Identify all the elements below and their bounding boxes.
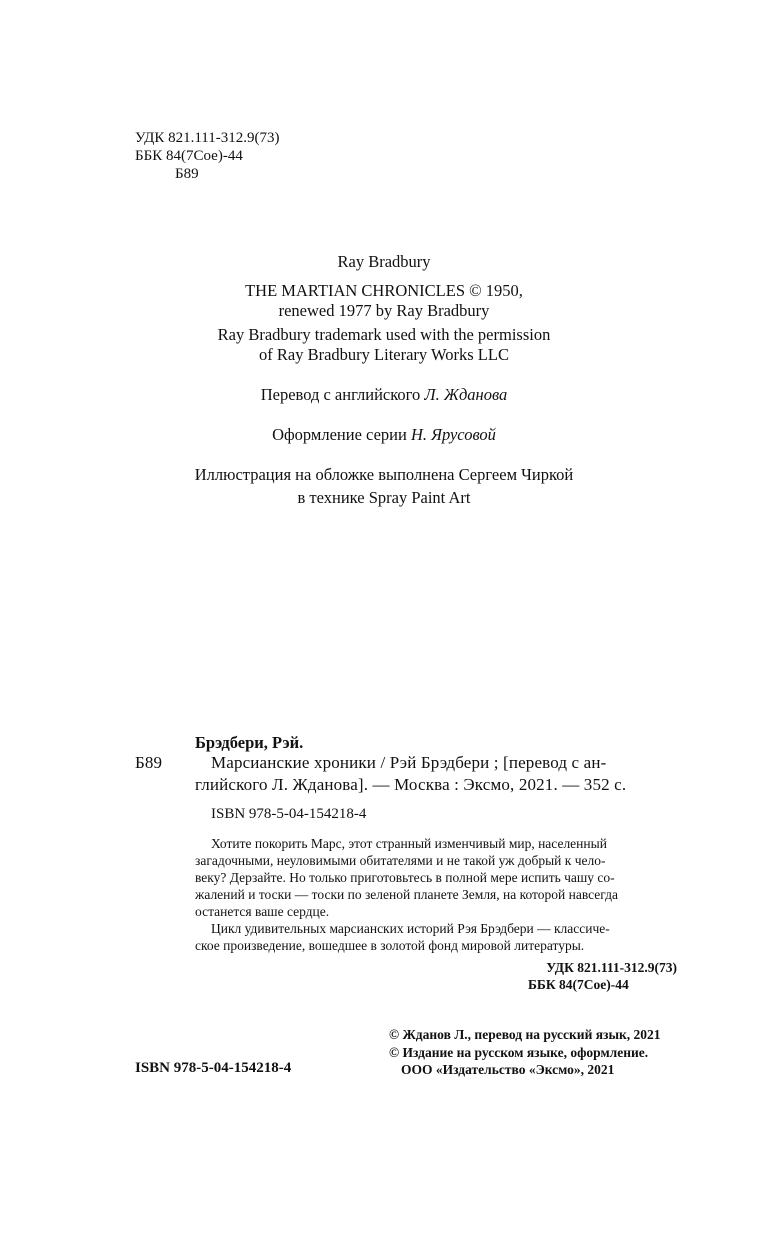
design-credit <box>0 425 768 445</box>
copyright-translation: © Жданов Л., перевод на русский язык, 2021 <box>389 1027 661 1042</box>
udk-top: УДК 821.111-312.9(73) <box>135 130 280 146</box>
annotation-line: Хотите покорить Марс, этот странный изменчивый мир, населенный <box>211 836 607 851</box>
catalog-author-heading: Брэдбери, Рэй. <box>195 733 304 752</box>
translator-name: Л. Жданова <box>424 385 508 404</box>
trademark-line1: Ray Bradbury trademark used with the permission <box>217 325 551 344</box>
original-title-line2: renewed 1977 by Ray Bradbury <box>278 301 490 320</box>
copyright-publisher: ООО «Издательство «Эксмо», 2021 <box>401 1062 615 1077</box>
illustration-line1: Иллюстрация на обложке выполнена Сергеем Чиркой <box>194 465 574 484</box>
bbk-top: ББК 84(7Сое)-44 <box>135 148 243 164</box>
original-title-line1: THE MARTIAN CHRONICLES © 1950, <box>245 281 523 300</box>
annotation-line: Цикл удивительных марсианских историй Рэя Брэдбери — классиче- <box>211 921 610 936</box>
footer-isbn: ISBN 978-5-04-154218-4 <box>135 1060 292 1076</box>
annotation-line: загадочными, неуловимыми обитателями и не такой уж добрый к чело- <box>195 853 606 868</box>
catalog-udk: УДК 821.111-312.9(73) <box>546 960 677 975</box>
annotation-line: жалений и тоски — тоски по зеленой планете Земля, на которой навсегда <box>195 887 619 902</box>
translation-label: Перевод с английского <box>260 385 425 404</box>
author-name: Ray Bradbury <box>337 252 431 271</box>
catalog-desc-line2: глийского Л. Жданова]. — Москва : Эксмо, 2021. — 352 с. <box>195 775 627 794</box>
annotation-line: ское произведение, вошедшее в золотой фонд мировой литературы. <box>195 938 585 953</box>
catalog-bbk: ББК 84(7Сое)-44 <box>528 977 629 992</box>
translation-credit <box>0 385 768 405</box>
trademark-line2: of Ray Bradbury Literary Works LLC <box>259 345 509 364</box>
author-mark-top: Б89 <box>175 166 199 182</box>
catalog-desc-line1: Марсианские хроники / Рэй Брэдбери ; [перевод с ан- <box>211 753 607 772</box>
catalog-mark: Б89 <box>135 753 163 772</box>
illustration-line2: в технике Spray Paint Art <box>297 488 471 507</box>
design-label: Оформление серии <box>272 425 411 444</box>
catalog-isbn: ISBN 978-5-04-154218-4 <box>211 806 367 822</box>
copyright-edition: © Издание на русском языке, оформление. <box>389 1045 649 1060</box>
annotation-line: веку? Дерзайте. Но только приготовьтесь в полной мере испить чашу со- <box>195 870 615 885</box>
annotation-line: останется ваше сердце. <box>195 904 330 919</box>
designer-name: Н. Ярусовой <box>410 425 496 444</box>
